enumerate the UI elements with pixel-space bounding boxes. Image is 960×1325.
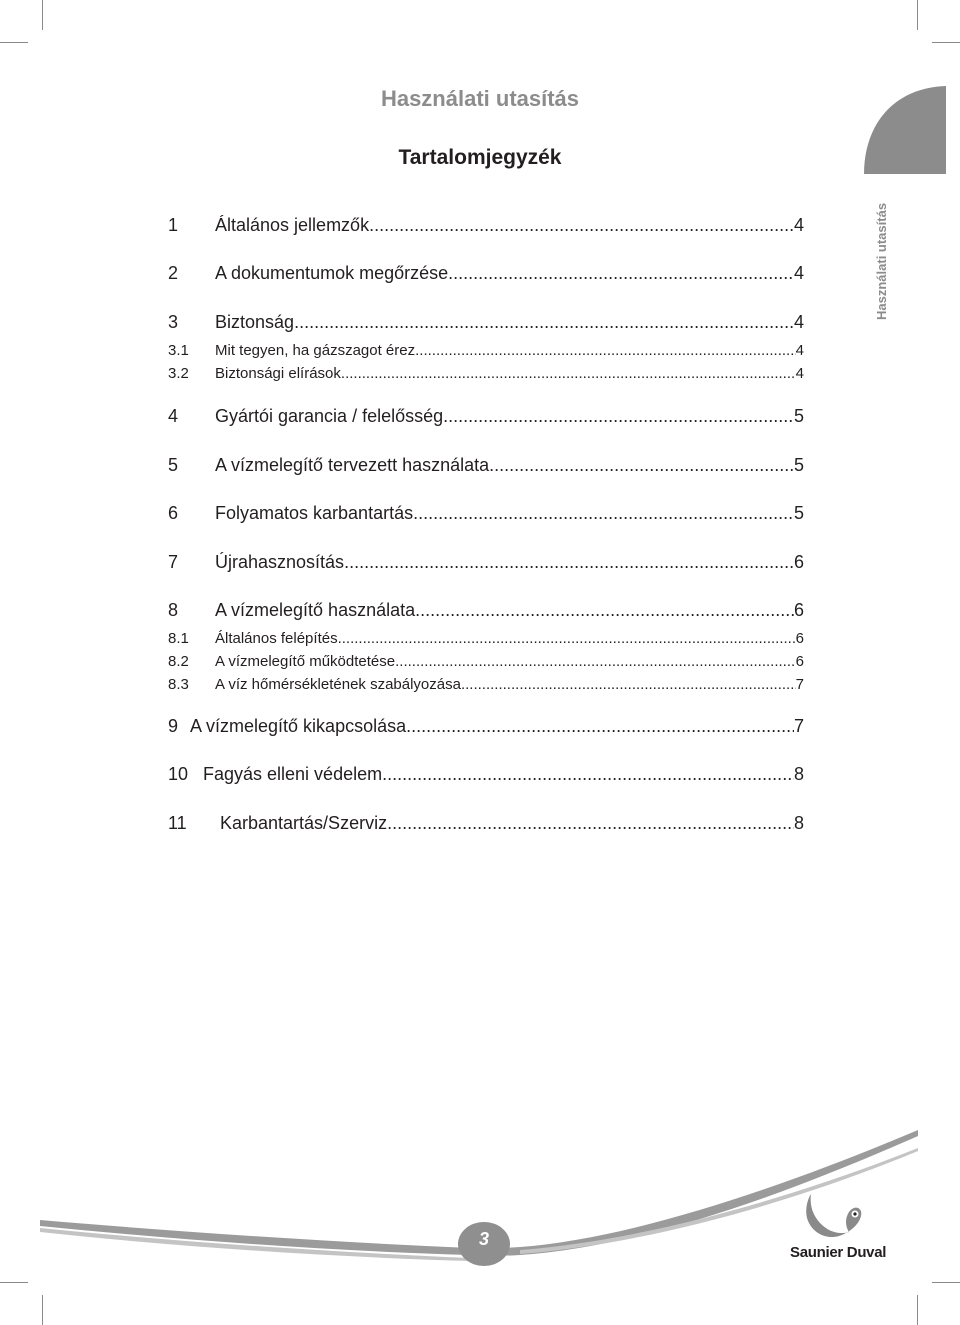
toc-entry-page: 8 — [793, 813, 804, 833]
toc-entry-title: Fagyás elleni védelem — [203, 764, 383, 784]
toc-entry-number: 5 — [168, 455, 179, 475]
toc-entry-title: A vízmelegítő tervezett használata — [215, 455, 490, 475]
crop-mark — [917, 0, 918, 30]
crop-mark — [932, 42, 960, 43]
toc-entry-8-1[interactable] — [168, 630, 804, 647]
toc-entry-7[interactable] — [168, 552, 804, 573]
toc-entry-page: 6 — [793, 552, 804, 572]
toc-entry-number: 8.1 — [168, 630, 189, 647]
crop-mark — [0, 1282, 28, 1283]
toc-entry-number: 3.1 — [168, 342, 189, 359]
page-number: 3 — [478, 1229, 489, 1249]
toc-entry-3-2[interactable] — [168, 365, 804, 382]
toc-entry-number: 8 — [168, 600, 179, 620]
toc-entry-number: 10 — [168, 764, 189, 784]
toc-entry-number: 2 — [168, 263, 179, 283]
toc-entry-6[interactable] — [168, 503, 804, 524]
toc-entry-number: 3.2 — [168, 365, 189, 382]
header-title: Használati utasítás — [380, 86, 580, 111]
toc-leader-dots — [382, 764, 794, 785]
saunier-duval-bird-icon — [805, 1192, 863, 1240]
toc-leader-dots — [341, 365, 796, 382]
toc-entry-title: Újrahasznosítás — [215, 552, 345, 572]
toc-entry-8[interactable] — [168, 600, 804, 621]
toc-entry-title: Folyamatos karbantartás — [215, 503, 414, 523]
toc-entry-3-1[interactable] — [168, 342, 804, 359]
toc-entry-page: 5 — [793, 503, 804, 523]
toc-entry-page: 6 — [795, 653, 804, 670]
toc-entry-number: 9 — [168, 716, 179, 736]
toc-leader-dots — [406, 716, 794, 737]
toc-entry-page: 4 — [795, 365, 804, 382]
side-tab-shape — [862, 86, 946, 176]
toc-entry-title: Karbantartás/Szerviz — [220, 813, 388, 833]
toc-entry-number: 4 — [168, 406, 179, 426]
toc-entry-page: 6 — [793, 600, 804, 620]
crop-mark — [0, 42, 28, 43]
toc-entry-3[interactable] — [168, 312, 804, 333]
toc-entry-title: Mit tegyen, ha gázszagot érez — [215, 342, 416, 359]
toc-leader-dots — [461, 676, 796, 693]
toc-entry-title: Általános jellemzők — [215, 215, 370, 235]
toc-entry-page: 8 — [793, 764, 804, 784]
toc-entry-number: 1 — [168, 215, 179, 235]
toc-leader-dots — [338, 630, 796, 647]
toc-entry-title: A vízmelegítő kikapcsolása — [190, 716, 407, 736]
toc-entry-page: 7 — [793, 716, 804, 736]
toc-entry-1[interactable] — [168, 215, 804, 236]
toc-heading: Tartalomjegyzék — [398, 146, 562, 169]
toc-entry-5[interactable] — [168, 455, 804, 476]
toc-entry-4[interactable] — [168, 406, 804, 427]
toc-entry-title: A víz hőmérsékletének szabályozása — [215, 676, 461, 693]
toc-entry-title: A vízmelegítő működtetése — [215, 653, 396, 670]
toc-entry-number: 8.3 — [168, 676, 189, 693]
crop-mark — [42, 1295, 43, 1325]
toc-entry-page: 5 — [793, 406, 804, 426]
crop-mark — [932, 1282, 960, 1283]
toc-leader-dots — [413, 503, 794, 524]
side-tab-label: Használati utasítás — [874, 202, 889, 320]
toc-leader-dots — [395, 653, 796, 670]
toc-entry-page: 4 — [795, 342, 804, 359]
toc-entry-9[interactable] — [168, 716, 804, 737]
toc-entry-2[interactable] — [168, 263, 804, 284]
toc-entry-title: Általános felépítés — [215, 630, 338, 647]
toc-leader-dots — [448, 263, 794, 284]
toc-leader-dots — [369, 215, 794, 236]
toc-leader-dots — [387, 813, 794, 834]
toc-entry-title: Biztonsági elírások — [215, 365, 341, 382]
toc-entry-page: 4 — [793, 312, 804, 332]
toc-entry-10[interactable] — [168, 764, 804, 785]
toc-entry-8-2[interactable] — [168, 653, 804, 670]
toc-entry-page: 6 — [795, 630, 804, 647]
toc-entry-title: A dokumentumok megőrzése — [215, 263, 449, 283]
toc-entry-number: 3 — [168, 312, 179, 332]
toc-leader-dots — [415, 600, 794, 621]
toc-leader-dots — [489, 455, 794, 476]
brand-logo-text: Saunier Duval — [790, 1244, 887, 1261]
toc-leader-dots — [344, 552, 794, 573]
toc-entry-page: 4 — [793, 263, 804, 283]
toc-entry-page: 5 — [793, 455, 804, 475]
toc-entry-number: 11 — [168, 813, 187, 833]
toc-entry-number: 6 — [168, 503, 179, 523]
toc-entry-page: 7 — [795, 676, 804, 693]
toc-leader-dots — [443, 406, 794, 427]
toc-entry-number: 7 — [168, 552, 179, 572]
toc-leader-dots — [294, 312, 794, 333]
toc-entry-page: 4 — [793, 215, 804, 235]
toc-entry-title: Biztonság — [215, 312, 295, 332]
toc-entry-8-3[interactable] — [168, 676, 804, 693]
toc-entry-11[interactable] — [168, 813, 804, 834]
toc-entry-title: A vízmelegítő használata — [215, 600, 416, 620]
toc-leader-dots — [415, 342, 796, 359]
crop-mark — [917, 1295, 918, 1325]
toc-entry-number: 8.2 — [168, 653, 189, 670]
crop-mark — [42, 0, 43, 30]
toc-entry-title: Gyártói garancia / felelősség — [215, 406, 444, 426]
